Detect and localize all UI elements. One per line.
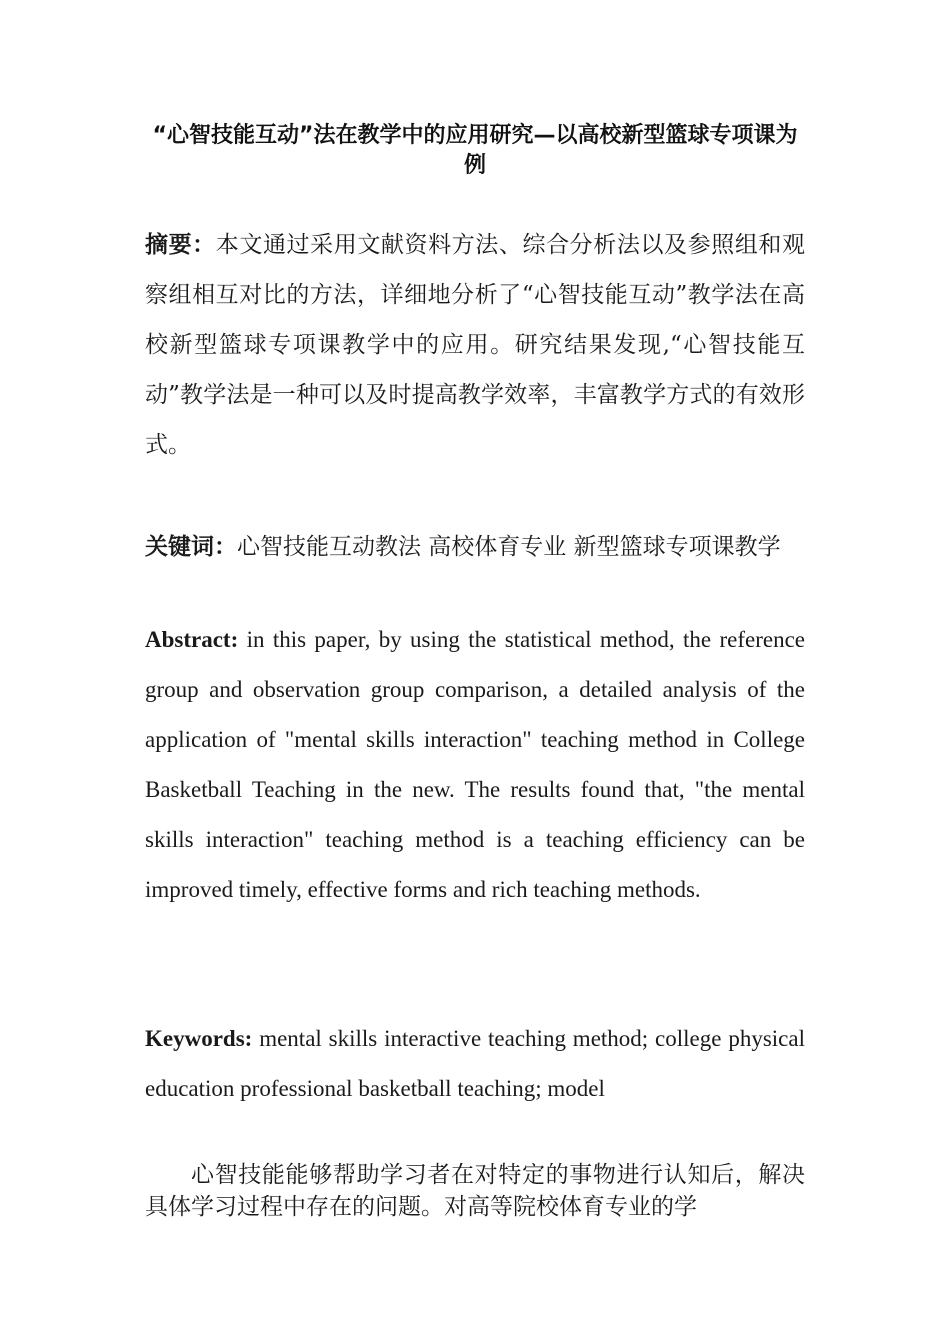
english-keywords-label: Keywords: xyxy=(145,1026,253,1051)
chinese-abstract xyxy=(145,220,805,470)
english-keywords xyxy=(145,1014,805,1114)
paper-title: “心智技能互动”法在教学中的应用研究—以高校新型篮球专项课为例 xyxy=(152,123,798,178)
chinese-abstract-label: 摘要： xyxy=(145,232,216,258)
body-paragraph: 心智技能能够帮助学习者在对特定的事物进行认知后，解决具体学习过程中存在的问题。对高等院校体育专业的学 xyxy=(145,1162,805,1220)
chinese-keywords xyxy=(145,534,805,560)
english-abstract xyxy=(145,615,805,915)
chinese-abstract-text: 本文通过采用文献资料方法、综合分析法以及参照组和观察组相互对比的方法，详细地分析了“心智技能互动”教学法在高校新型篮球专项课教学中的应用。研究结果发现,“心智技能互动”教学法是一种可以及时提高教学效率，丰富教学方式的有效形式。 xyxy=(145,232,806,458)
english-abstract-text: in this paper, by using the statistical method, the reference group and observation group comparison, a detailed analysis of the application of "mental skills interaction" teaching method in College Basketball Teaching in the new. The results found that, "the mental skills interaction" teaching method is a teaching efficiency can be improved timely, effective forms and rich teaching methods. xyxy=(145,627,805,902)
english-keywords-text: mental skills interactive teaching method; college physical education professional basketball teaching; model xyxy=(145,1026,805,1101)
chinese-keywords-text: 心智技能互动教法 高校体育专业 新型篮球专项课教学 xyxy=(237,534,781,560)
english-abstract-label: Abstract: xyxy=(145,627,239,652)
chinese-keywords-label: 关键词： xyxy=(145,534,237,560)
